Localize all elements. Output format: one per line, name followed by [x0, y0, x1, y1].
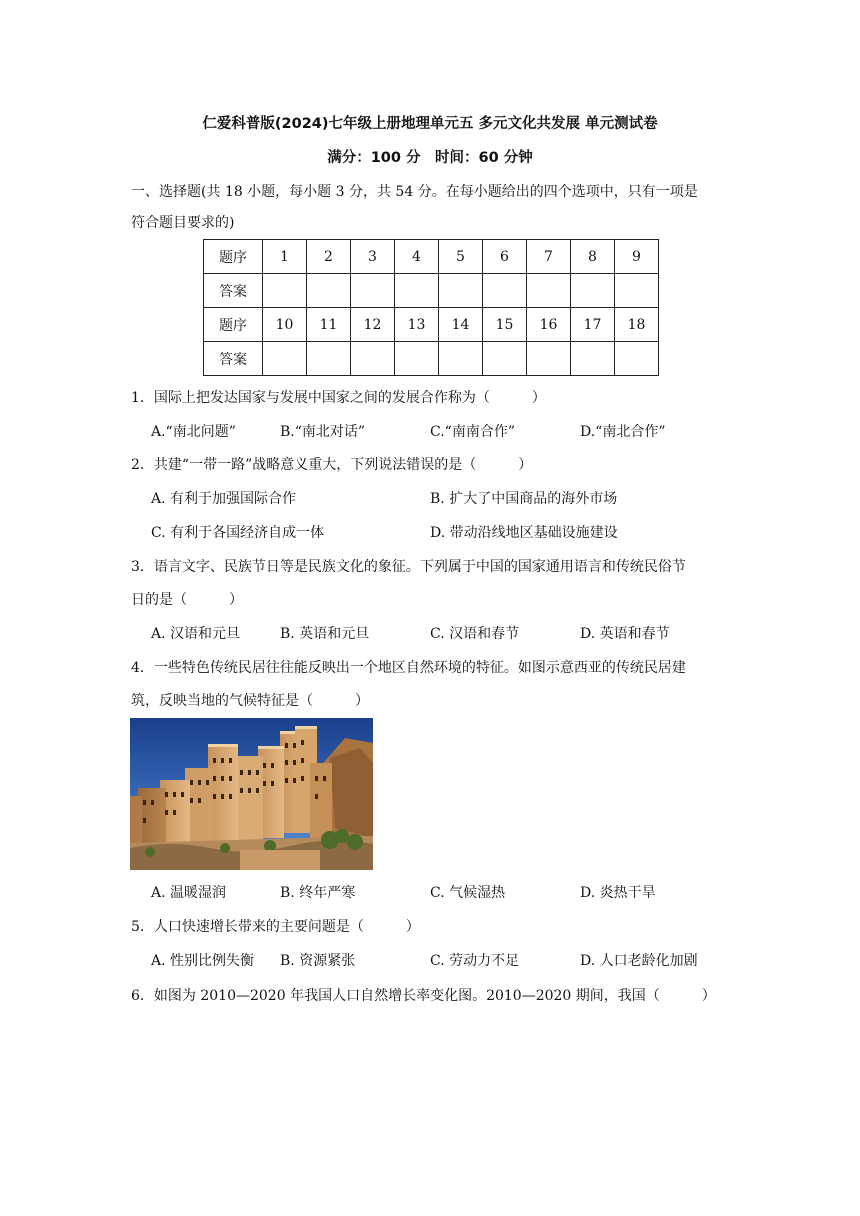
table-number-cell: 15 — [483, 308, 527, 342]
question-1-option-b[interactable]: B.“南北对话” — [280, 424, 366, 440]
section-intro-line1: 一、选择题(共 18 小题，每小题 3 分，共 54 分。在每小题给出的四个选项中，只有一项是 — [131, 184, 698, 200]
table-number-cell: 8 — [571, 240, 615, 274]
answer-cell[interactable] — [395, 274, 439, 308]
answer-cell[interactable] — [263, 274, 307, 308]
exam-title: 仁爱科普版(2024)七年级上册地理单元五 多元文化共发展 单元测试卷 — [202, 116, 658, 132]
question-3-option-b[interactable]: B. 英语和元旦 — [280, 626, 370, 642]
table-number-cell: 16 — [527, 308, 571, 342]
answer-cell[interactable] — [571, 342, 615, 376]
question-3-option-a[interactable]: A. 汉语和元旦 — [151, 626, 241, 642]
table-number-cell: 2 — [307, 240, 351, 274]
table-number-cell: 4 — [395, 240, 439, 274]
table-label: 答案 — [204, 274, 263, 308]
question-1-stem: 1．国际上把发达国家与发展中国家之间的发展合作称为（ ） — [131, 390, 546, 406]
table-number-cell: 9 — [615, 240, 659, 274]
question-5-stem: 5．人口快速增长带来的主要问题是（ ） — [131, 919, 420, 935]
question-3-option-c[interactable]: C. 汉语和春节 — [430, 626, 520, 642]
answer-cell[interactable] — [527, 274, 571, 308]
table-row — [204, 274, 659, 308]
answer-cell[interactable] — [615, 342, 659, 376]
answer-cell[interactable] — [527, 342, 571, 376]
table-number-cell: 17 — [571, 308, 615, 342]
question-4-option-a[interactable]: A. 温暖湿润 — [151, 885, 227, 901]
table-number-cell: 11 — [307, 308, 351, 342]
question-5-option-b[interactable]: B. 资源紧张 — [280, 953, 356, 969]
question-4-option-c[interactable]: C. 气候湿热 — [430, 885, 506, 901]
answer-cell[interactable] — [307, 274, 351, 308]
table-number-cell: 14 — [439, 308, 483, 342]
table-number-cell: 6 — [483, 240, 527, 274]
answer-cell[interactable] — [483, 342, 527, 376]
exam-meta: 满分：100 分 时间：60 分钟 — [327, 150, 533, 166]
table-number-cell: 3 — [351, 240, 395, 274]
answer-cell[interactable] — [263, 342, 307, 376]
answer-cell[interactable] — [483, 274, 527, 308]
question-3-option-d[interactable]: D. 英语和春节 — [580, 626, 670, 642]
table-number-cell: 12 — [351, 308, 395, 342]
answer-cell[interactable] — [351, 342, 395, 376]
answer-cell[interactable] — [307, 342, 351, 376]
answer-cell[interactable] — [395, 342, 439, 376]
answer-cell[interactable] — [615, 274, 659, 308]
question-2-option-d[interactable]: D. 带动沿线地区基础设施建设 — [430, 525, 618, 541]
answer-cell[interactable] — [571, 274, 615, 308]
question-4-option-b[interactable]: B. 终年严寒 — [280, 885, 356, 901]
answer-table — [203, 239, 659, 376]
table-label: 答案 — [204, 342, 263, 376]
table-row — [204, 308, 659, 342]
question-2-option-c[interactable]: C. 有利于各国经济自成一体 — [151, 525, 325, 541]
question-1-option-c[interactable]: C.“南南合作” — [430, 424, 515, 440]
question-6-stem: 6．如图为 2010—2020 年我国人口自然增长率变化图。2010—2020 期间，我国（ ） — [131, 988, 716, 1004]
section-intro-line2: 符合题目要求的) — [131, 215, 235, 231]
question-1-option-a[interactable]: A.“南北问题” — [151, 424, 236, 440]
answer-cell[interactable] — [439, 274, 483, 308]
question-3-stem-line1: 3．语言文字、民族节日等是民族文化的象征。下列属于中国的国家通用语言和传统民俗节 — [131, 559, 686, 575]
question-2-stem: 2．共建“一带一路”战略意义重大，下列说法错误的是（ ） — [131, 457, 533, 473]
question-3-stem-line2: 日的是（ ） — [131, 592, 243, 608]
answer-cell[interactable] — [439, 342, 483, 376]
question-2-option-a[interactable]: A. 有利于加强国际合作 — [151, 491, 297, 507]
table-number-cell: 18 — [615, 308, 659, 342]
answer-cell[interactable] — [351, 274, 395, 308]
table-number-cell: 1 — [263, 240, 307, 274]
table-number-cell: 13 — [395, 308, 439, 342]
table-row — [204, 240, 659, 274]
table-number-cell: 10 — [263, 308, 307, 342]
question-4-option-d[interactable]: D. 炎热干旱 — [580, 885, 656, 901]
question-2-option-b[interactable]: B. 扩大了中国商品的海外市场 — [430, 491, 618, 507]
traditional-dwelling-photo — [130, 718, 373, 870]
question-5-option-a[interactable]: A. 性别比例失衡 — [151, 953, 255, 969]
table-number-cell: 5 — [439, 240, 483, 274]
table-label: 题序 — [204, 308, 263, 342]
question-1-option-d[interactable]: D.“南北合作” — [580, 424, 666, 440]
table-label: 题序 — [204, 240, 263, 274]
question-5-option-d[interactable]: D. 人口老龄化加剧 — [580, 953, 698, 969]
table-number-cell: 7 — [527, 240, 571, 274]
question-4-stem-line1: 4．一些特色传统民居往往能反映出一个地区自然环境的特征。如图示意西亚的传统民居建 — [131, 660, 686, 676]
question-5-option-c[interactable]: C. 劳动力不足 — [430, 953, 520, 969]
question-4-stem-line2: 筑，反映当地的气候特征是（ ） — [131, 693, 369, 709]
table-row — [204, 342, 659, 376]
